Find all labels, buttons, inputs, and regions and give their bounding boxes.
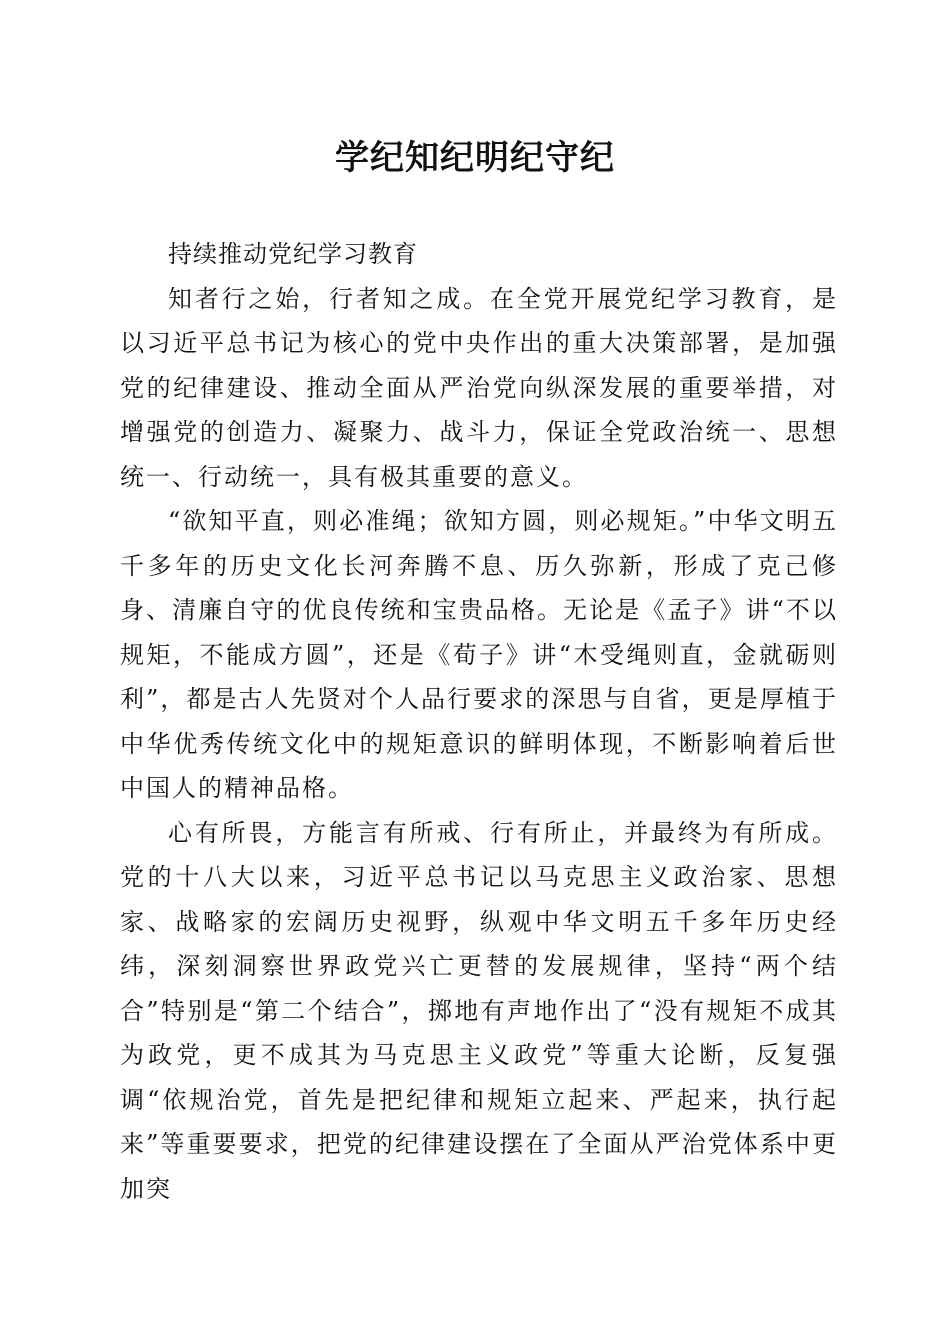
paragraph-2: “欲知平直，则必准绳；欲知方圆，则必规矩。”中华文明五千多年的历史文化长河奔腾不息、历久弥新，形成了克己修身、清廉自守的优良传统和宝贵品格。无论是《孟子》讲“不以规矩，不能成方圆”，还是《荀子》讲“木受绳则直，金就砺则利”，都是古人先贤对个人品行要求的深思与自省，更是厚植于中华优秀传统文化中的规矩意识的鲜明体现，不断影响着后世中国人的精神品格。 bbox=[120, 507, 838, 802]
document-title: 学纪知纪明纪守纪 bbox=[335, 138, 615, 178]
document-body bbox=[120, 232, 838, 1211]
paragraph-3: 心有所畏，方能言有所戒、行有所止，并最终为有所成。党的十八大以来，习近平总书记以马克思主义政治家、思想家、战略家的宏阔历史视野，纵观中华文明五千多年历史经纬，深刻洞察世界政党兴亡更替的发展规律，坚持“两个结合”特别是“第二个结合”，掷地有声地作出了“没有规矩不成其为政党，更不成其为马克思主义政党”等重大论断，反复强调“依规治党，首先是把纪律和规矩立起来、严起来，执行起来”等重要要求，把党的纪律建设摆在了全面从严治党体系中更加突 bbox=[120, 818, 838, 1203]
paragraph-1: 知者行之始，行者知之成。在全党开展党纪学习教育，是以习近平总书记为核心的党中央作出的重大决策部署，是加强党的纪律建设、推动全面从严治党向纵深发展的重要举措，对增强党的创造力、凝聚力、战斗力，保证全党政治统一、思想统一、行动统一，具有极其重要的意义。 bbox=[120, 284, 838, 491]
document-subtitle: 持续推动党纪学习教育 bbox=[168, 240, 418, 268]
